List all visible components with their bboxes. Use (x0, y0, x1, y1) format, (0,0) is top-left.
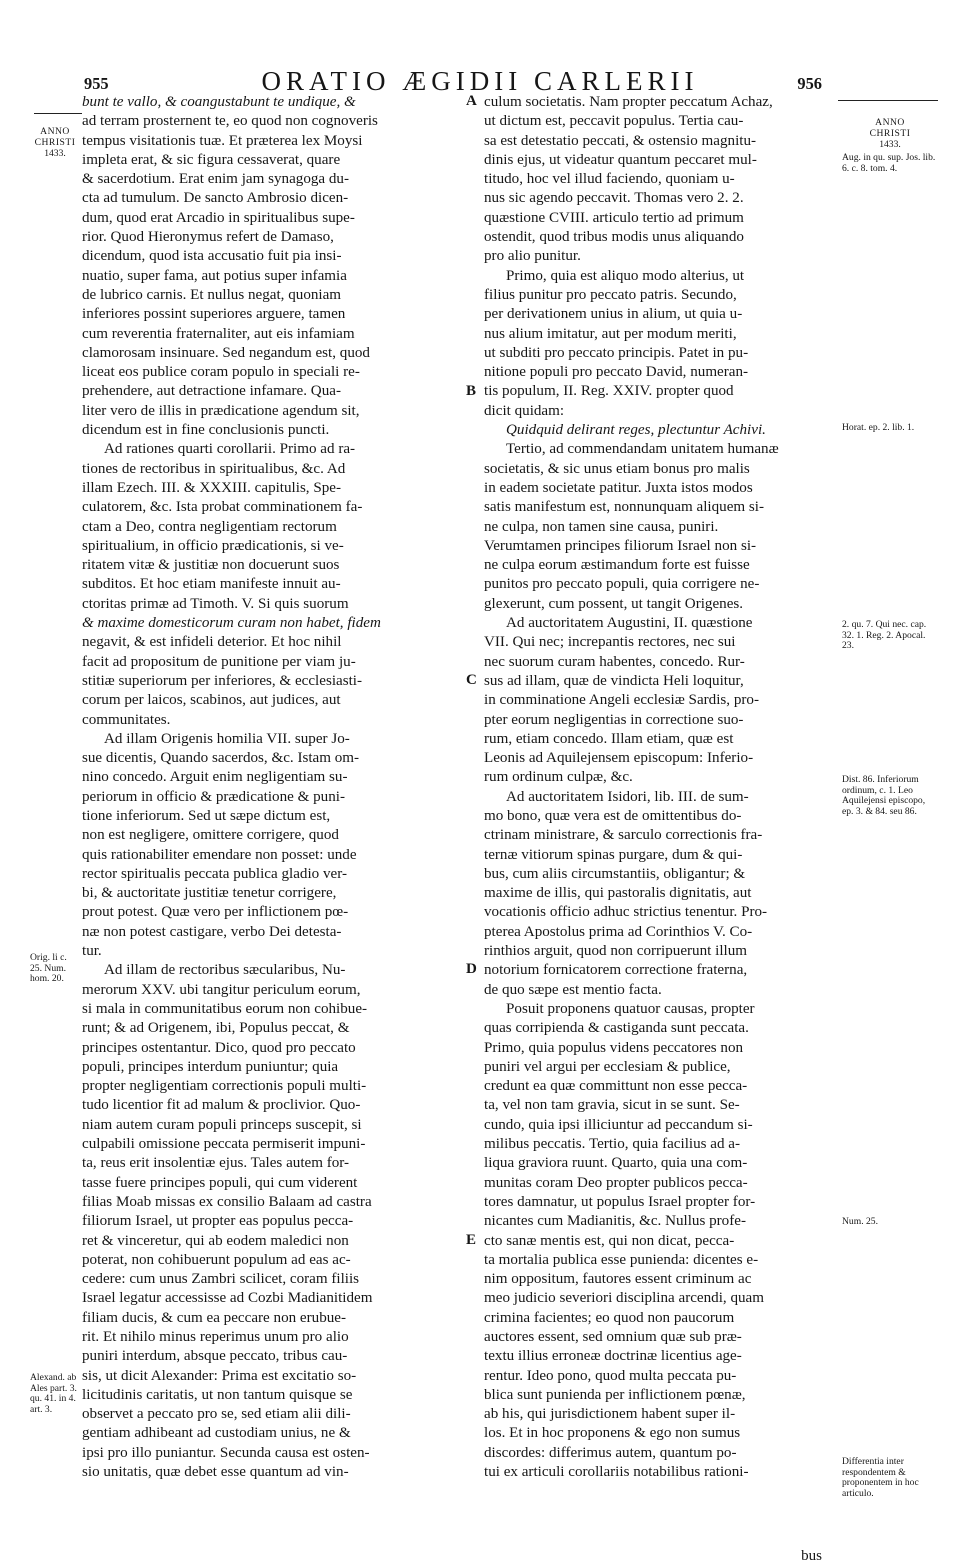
text-line: Tertio, ad commendandam unitatem humanæ (506, 441, 779, 458)
text-line: Quidquid delirant reges, plectuntur Achivi. (506, 422, 766, 439)
margin-year-left: 1433. (44, 148, 66, 159)
text-line: maxime de illis, qui pastoralis dignitatis, aut (484, 885, 752, 902)
text-line: liqua graviora ruunt. Quarto, quia una com- (484, 1155, 748, 1172)
right-column (484, 93, 836, 1482)
text-line: nec suorum curam habentes, concedo. Rur- (484, 653, 745, 670)
text-line: rior. Quod Hieronymus refert de Damaso, (82, 229, 334, 246)
text-line: Primo, quia populus videns peccatores non (484, 1039, 744, 1056)
text-line: ternæ vitiorum spinas purgare, dum & qui- (484, 846, 743, 863)
text-line: Israel legatur accessisse ad Cozbi Madianitidem (82, 1290, 373, 1307)
text-line: poterat, non cohibuerunt populum ad eas ac- (82, 1251, 351, 1268)
text-line: milibus peccatis. Tertio, quia facilius ad a- (484, 1136, 741, 1153)
text-line: ostendit, quod tribus modis unus aliquando (484, 229, 744, 246)
text-line: tis populum, II. Reg. XXIV. propter quod (484, 383, 734, 400)
text-line: sue dicentis, Quando sacerdos, &c. Istam om- (82, 750, 360, 767)
text-line: ipsi pro illo puniantur. Secunda causa est osten- (82, 1444, 370, 1461)
text-line: ctam a Deo, contra negligentiam rectorum (82, 518, 337, 535)
text-line: Ad auctoritatem Isidori, lib. III. de sum- (506, 788, 749, 805)
text-line: impleta erat, & sic figura cessaverat, quare (82, 151, 341, 168)
text-line: Ad illam Origenis homilia VII. super Jo- (104, 730, 350, 747)
text-line: & sacerdotium. Erat enim jam synagoga du- (82, 171, 350, 188)
text-line: nuatio, super fama, aut potius super infamia (82, 267, 347, 284)
text-line: ta, vel non tam gravia, sicut in se sunt. Se- (484, 1097, 740, 1114)
text-line: nus alium imitatur, aut per modum meriti, (484, 325, 737, 342)
text-line: Ad illam de rectoribus sæcularibus, Nu- (104, 962, 346, 979)
text-line: sus ad illam, quæ de vindicta Heli loquitur, (484, 672, 744, 689)
text-line: sis, ut dicit Alexander: Prima est excitatio so- (82, 1367, 357, 1384)
text-line: rum ordinum culpæ, &c. (484, 769, 633, 786)
text-line: tasse fuere principes populi, qui cum viderent (82, 1174, 358, 1191)
text-line: sio unitatis, quæ debet esse quantum ad vin- (82, 1464, 349, 1481)
text-line: liceat eos publice coram populo in speciali re- (82, 364, 360, 381)
text-line: ret & vinceretur, qui ab eodem maledici non (82, 1232, 349, 1249)
text-line: in eadem societate patitur. Juxta istos modos (484, 479, 753, 496)
margin-anno-right: ANNO (875, 117, 905, 128)
text-line: ta, reus erit insolentiæ ejus. Tales autem for- (82, 1155, 350, 1172)
text-line: tui ex articuli corollariis notabilibus rationi- (484, 1464, 749, 1481)
margin-anno-left: ANNO (40, 126, 70, 137)
text-line: filius punitur pro peccato patris. Secundo, (484, 286, 737, 303)
text-line: punitos pro peccato populi, quia corrigere ne- (484, 576, 760, 593)
text-line: rum, etiam concedo. Illam etiam, quæ est (484, 730, 734, 747)
text-line: glexerunt, cum possent, ut tangit Origenes. (484, 595, 744, 612)
text-line: cta ad tumulum. De sancto Ambrosio dicen- (82, 190, 349, 207)
text-line: cedere: cum unus Zambri scilicet, coram filiis (82, 1271, 360, 1288)
text-line: textu illius erroneæ doctrinæ licentius age- (484, 1348, 742, 1365)
text-line: sa est detestatio peccati, & ostensio magnitu- (484, 132, 757, 149)
text-line: ta mortalia publica esse punienda: dicentes e- (484, 1251, 759, 1268)
text-line: dinis ejus, ut videatur quantum peccaret mul- (484, 151, 757, 168)
text-line: ut subditi pro peccato principis. Patet in pu- (484, 344, 749, 361)
text-line: pterea Apostolus prima ad Corinthios V. Co- (484, 923, 753, 940)
text-line: dicit quidam: (484, 402, 565, 419)
text-line: Primo, quia est aliquo modo alterius, ut (506, 267, 745, 284)
text-line: Ad auctoritatem Augustini, II. quæstione (506, 615, 753, 632)
text-line: rinthios arguit, quod non corripuerunt illum (484, 943, 747, 960)
text-line: observet a peccato pro se, sed etiam alii dili- (82, 1406, 351, 1423)
text-line: nicantes cum Madianitis, &c. Nullus profe- (484, 1213, 746, 1230)
text-line: dicendum, quod ista accusatio fuit pia insi- (82, 248, 342, 265)
text-line: Posuit proponens quatuor causas, propter (506, 1000, 755, 1017)
section-letter-c: C (466, 672, 477, 688)
text-line: prehendere, aut detractione infamare. Qua- (82, 383, 341, 400)
margin-christi-right: CHRISTI (869, 128, 911, 139)
text-line: runt; & ad Origenem, ibi, Populus peccat, & (82, 1020, 350, 1037)
text-line: nino concedo. Arguit enim negligentiam su- (82, 769, 348, 786)
text-line: munitas coram Deo propter publicos pecca- (484, 1174, 748, 1191)
text-line: ne culpa eorum æstimandum forte est fuisse (484, 557, 750, 574)
text-line: si mala in communitatibus eorum non cohibue- (82, 1000, 368, 1017)
section-letter-e: E (466, 1232, 477, 1248)
left-column (82, 93, 466, 1482)
text-line: titudo, hoc vel illud faciendo, quoniam u- (484, 171, 735, 188)
text-line: de quo sæpe est mentio facta. (484, 981, 662, 998)
text-line: culatorem, &c. Ista probat comminationem fa- (82, 499, 363, 516)
text-line: gentiam adhibeant ad custodiam unius, ne & (82, 1425, 351, 1442)
catchword: bus (801, 1548, 822, 1564)
text-line: culpabili omissione peccata permiserit impuni- (82, 1136, 366, 1153)
text-line: principes ostentantur. Dico, quod pro peccato (82, 1039, 356, 1056)
text-line: prout potest. Quæ vero per inflictionem pœ- (82, 904, 349, 921)
text-line: tiones de rectoribus in spiritualibus, &c. Ad (82, 460, 346, 477)
text-line: niam autem curam populi princeps suscepit, si (82, 1116, 362, 1133)
text-line: societatis, & sic unus etiam bonus pro malis (484, 460, 750, 477)
text-line: puniri vel argui per ecclesiam & publice, (484, 1058, 731, 1075)
page-number-right: 956 (797, 74, 822, 93)
text-line: liter vero de illis in prædicatione agendum sit, (82, 402, 360, 419)
text-line: spiritualium, in officio prædicationis, si ve- (82, 537, 344, 554)
text-line: satis manifestum est, nonnunquam aliquem si- (484, 499, 765, 516)
text-line: propter negligentiam correctionis populi multi- (82, 1078, 367, 1095)
text-line: cum reverentia fraternaliter, aut eis infamiam (82, 325, 355, 342)
text-line: meo judicio severiori disciplina arcendi, quam (484, 1290, 764, 1307)
text-line: licitudinis caritatis, ut non tantum quisque se (82, 1386, 353, 1403)
text-line: bunt te vallo, & coangustabunt te undique, & (82, 94, 356, 110)
text-line: crimina facientes; eo quod non paucorum (484, 1309, 735, 1326)
text-line: tur. (82, 943, 102, 960)
text-line: inferiores possint superiores arguere, tamen (82, 306, 346, 323)
text-line: tores damnatur, ut populus Israel propter for- (484, 1193, 756, 1210)
text-line: vocationis officio adhuc strictius tenentur. Pro- (484, 904, 768, 921)
section-letter-b: B (466, 383, 477, 399)
text-line: notorium fornicatorem correctione fraterna, (484, 962, 748, 979)
text-line: per derivationem unius in alium, ut quia u- (484, 306, 743, 323)
text-line: ab his, qui jurisdictionem habent super il- (484, 1406, 736, 1423)
text-line: subditos. Et hoc etiam manifeste innuit au- (82, 576, 341, 593)
text-line: credunt ea quæ committunt non esse pecca- (484, 1078, 748, 1095)
text-line: nus sic agendo peccavit. Thomas vero 2. 2. (484, 190, 744, 207)
text-line: rector spiritualis peccata publica gladio ver- (82, 865, 347, 882)
margin-note-horat: Horat. ep. 2. lib. 1. (842, 422, 915, 433)
text-line: bi, & auctoritate justitiæ tenetur corrigere, (82, 885, 337, 902)
text-line: næ non potest castigare, verbo Dei detesta- (82, 923, 342, 940)
text-line: cto sanæ mentis est, qui non dicat, pecca- (484, 1232, 735, 1249)
text-line: dicendum est in fine conclusionis puncti. (82, 422, 330, 439)
margin-note-alexand: Alexand. ab Ales part. 3. qu. 41. in 4. art. 3. (30, 1372, 77, 1415)
text-line: tudo licentior fit ad malum & proclivior. Quo- (82, 1097, 361, 1114)
text-line: ad terram prosternent te, eo quod non cognoveris (82, 113, 378, 130)
text-line: stitiæ superiorum per inferiores, & ecclesiasti- (82, 672, 362, 689)
text-line: de lubrico carnis. Et nullus negat, quoniam (82, 286, 342, 303)
margin-note-num: Num. 25. (842, 1216, 878, 1227)
text-line: & maxime domesticorum curam non habet, fidem (82, 615, 381, 632)
text-line: bus, cum aliis circumstantiis, obligantur; & (484, 865, 746, 882)
text-line: illam Ezech. III. & XXXIII. capitulis, Spe- (82, 479, 342, 496)
text-line: discordes: differimus autem, quantum po- (484, 1444, 737, 1461)
text-line: culum societatis. Nam propter peccatum Achaz, (484, 94, 773, 110)
text-line: quas corripienda & castiganda sunt peccata. (484, 1020, 749, 1037)
margin-note-aug: Aug. in qu. sup. Jos. lib. 6. c. 8. tom. 4. (842, 152, 936, 174)
text-line: VII. Qui nec; increpantis rectores, nec sui (484, 634, 736, 651)
header-rule-left (34, 113, 82, 114)
margin-year-right: 1433. (879, 139, 901, 150)
text-line: negavit, & est infideli deterior. Et hoc nihil (82, 634, 342, 651)
text-line: ne culpa, non tamen sine causa, puniri. (484, 518, 719, 535)
text-line: facit ad propositum de punitione per viam ju- (82, 653, 356, 670)
text-line: quæstione CVIII. articulo tertio ad primum (484, 209, 744, 226)
text-line: pro alio punitur. (484, 248, 581, 265)
text-line: ritatem vitæ & justitiæ non docuerunt suos (82, 557, 340, 574)
margin-note-qu: 2. qu. 7. Qui nec. cap. 32. 1. Reg. 2. Apocal. 23. (842, 619, 927, 651)
section-letter-d: D (466, 961, 477, 977)
text-line: ctrinam ministrare, & sarculo correctionis fra- (484, 827, 763, 844)
margin-note-dist: Dist. 86. Inferiorum ordinum, c. 1. Leo Aquilejensi episcopo, ep. 3. & 84. seu 86. (842, 774, 926, 817)
text-line: blica sunt punienda per inflictionem pœnæ, (484, 1386, 746, 1403)
margin-note-orig: Orig. li c. 25. Num. hom. 20. (30, 952, 67, 984)
text-line: Leonis ad Aquilejensem episcopum: Inferio- (484, 750, 754, 767)
header-rule-right (838, 100, 938, 101)
text-line: dum, quod erat Arcadio in spiritualibus supe- (82, 209, 355, 226)
text-line: auctores essent, sed omnium quæ sub præ- (484, 1329, 742, 1345)
text-line: clamorosam insinuare. Sed negandum est, quod (82, 344, 370, 361)
text-line: quis rationabiliter emendare non posset: unde (82, 846, 357, 863)
text-line: tempus visitationis tuæ. Et præterea lex Moysi (82, 132, 363, 149)
running-title: ORATIO ÆGIDII CARLERII (261, 66, 699, 96)
text-line: ctoritas primæ ad Timoth. V. Si quis suorum (82, 595, 349, 612)
text-line: pter eorum negligentias in correctione suo- (484, 711, 744, 728)
text-line: tione inferiorum. Sed ut sæpe dictum est, (82, 807, 331, 824)
text-line: filiam ducis, & cum ea peccare non erubue- (82, 1309, 347, 1326)
text-line: rit. Et nihilo minus reperimus unum pro alio (82, 1329, 349, 1345)
margin-note-diff: Differentia inter respondentem & proponentem in hoc articulo. (842, 1456, 919, 1499)
text-line: cundo, quia ipsi illiciuntur ad peccandum si- (484, 1116, 753, 1133)
text-line: rentur. Ideo pono, quod multa peccata pu- (484, 1367, 737, 1384)
text-line: communitates. (82, 711, 171, 728)
text-line: in comminatione Angeli ecclesiæ Sardis, pro- (484, 692, 759, 709)
text-line: non est negligere, omittere corrigere, quod (82, 827, 339, 844)
text-line: periorum in officio & prædicatione & puni- (82, 788, 345, 805)
section-letter-a: A (466, 93, 477, 109)
text-line: corum per laicos, scabinos, aut judices, aut (82, 692, 341, 709)
text-line: los. Et in hoc proponens & ego non sumus (484, 1425, 741, 1442)
page-number-left: 955 (84, 74, 109, 93)
text-line: filias Moab missas ex consilio Balaam ad castra (82, 1193, 372, 1210)
text-line: nitione populi pro peccato David, numeran- (484, 364, 749, 381)
text-line: ut dictum est, peccavit populus. Tertia cau- (484, 113, 744, 130)
text-line: Ad rationes quarti corollarii. Primo ad ra- (104, 441, 356, 458)
text-line: mo bono, quæ vera est de omittentibus do- (484, 807, 742, 824)
text-line: merorum XXV. ubi tangitur periculum eorum, (82, 981, 361, 998)
text-line: populi, principes interdum puniuntur; quia (82, 1058, 339, 1075)
text-line: puniri interdum, absque peccato, tribus cau- (82, 1348, 348, 1365)
text-line: nim oppositum, fautores essent criminum ac (484, 1271, 752, 1288)
margin-christi-left: CHRISTI (34, 137, 76, 148)
text-line: filiorum Israel, ut propter eas populus pecca- (82, 1213, 354, 1230)
text-line: Verumtamen principes filiorum Israel non si- (484, 537, 757, 554)
